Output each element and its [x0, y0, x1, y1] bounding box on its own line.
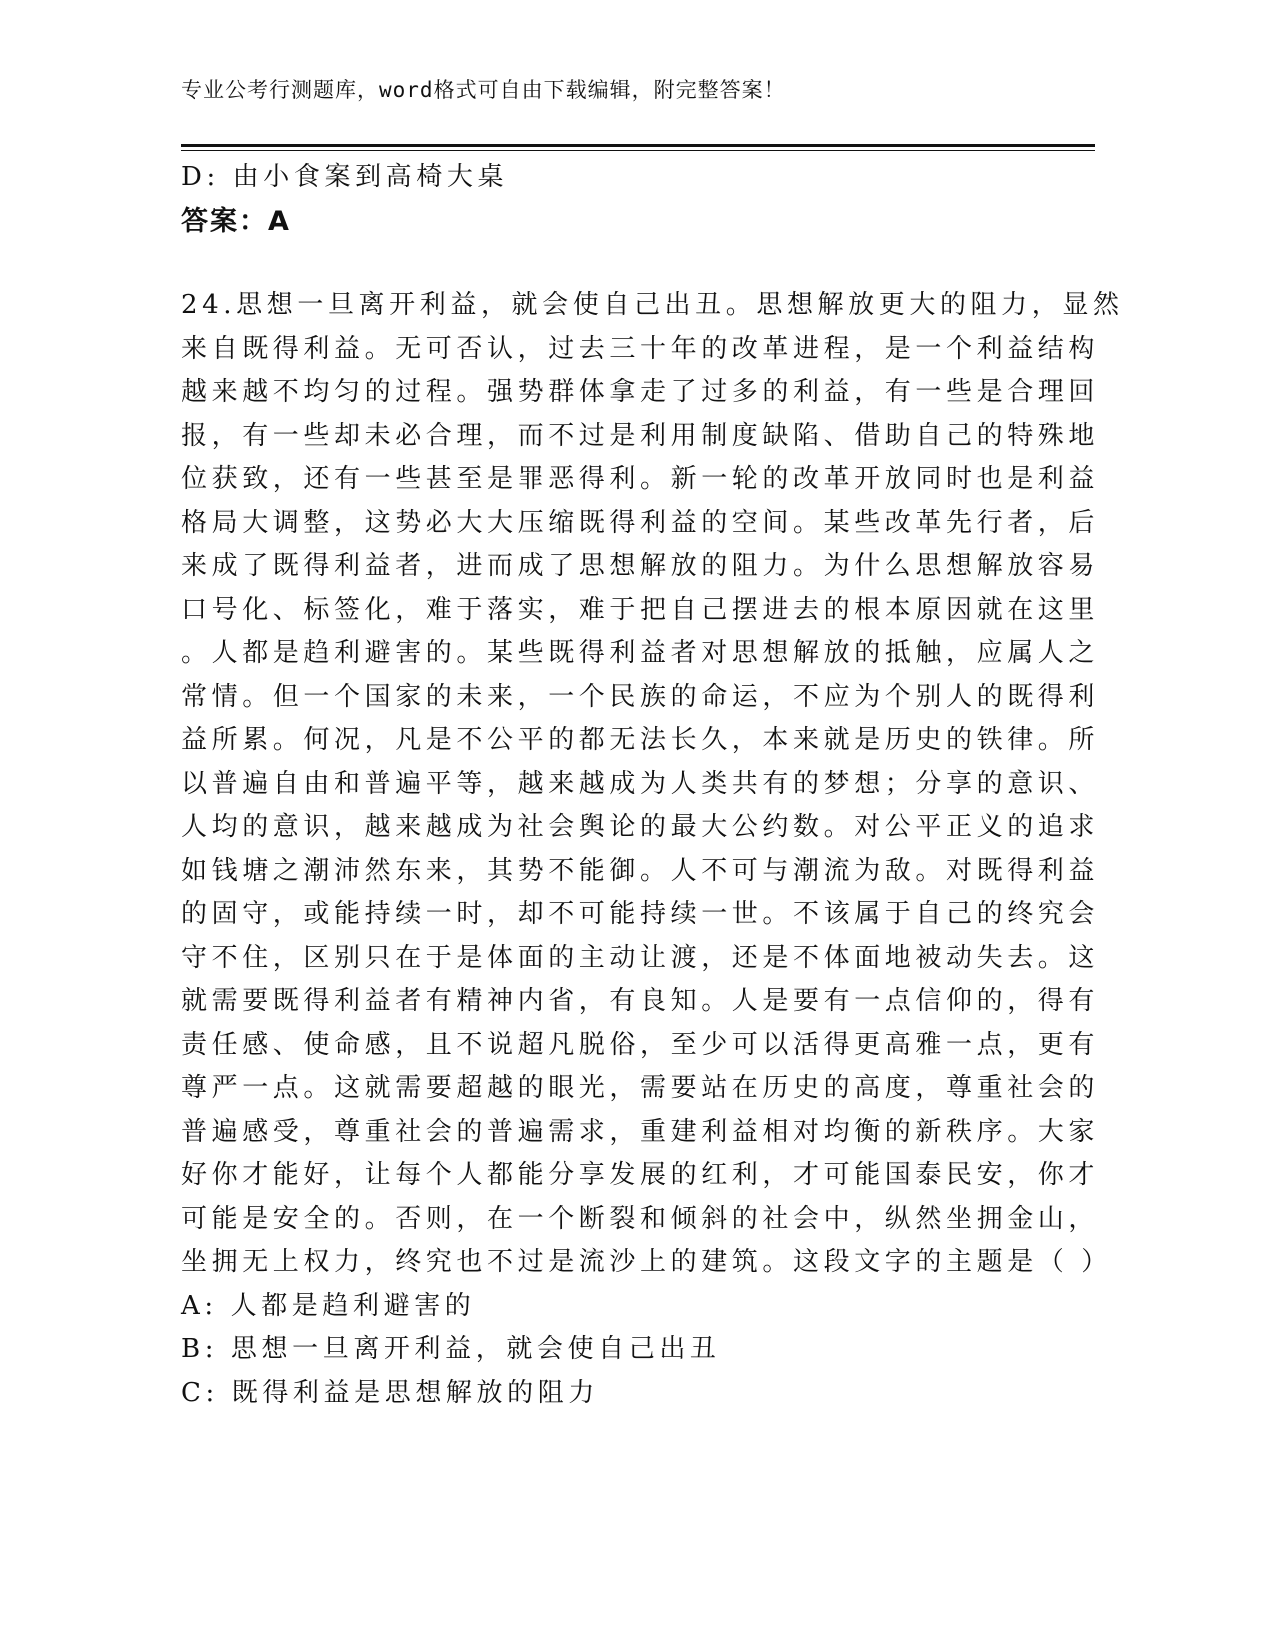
passage-line: 好你才能好，让每个人都能分享发展的红利，才可能国泰民安，你才: [181, 1160, 1100, 1190]
header-note: 专业公考行测题库，word格式可自由下载编辑，附完整答案！: [181, 78, 786, 102]
passage-line: 格局大调整，这势必大大压缩既得利益的空间。某些改革先行者，后: [181, 507, 1100, 538]
option-a: A: 人都是趋利避害的: [181, 1290, 476, 1321]
passage-line: 尊严一点。这就需要超越的眼光，需要站在历史的高度，尊重社会的: [181, 1073, 1100, 1103]
passage-line: 普遍感受，尊重社会的普遍需求，重建利益相对均衡的新秩序。大家: [181, 1116, 1100, 1147]
passage-line: 以普遍自由和普遍平等，越来越成为人类共有的梦想；分享的意识、: [181, 768, 1100, 799]
option-c: C: 既得利益是思想解放的阻力: [181, 1377, 599, 1408]
passage-line: 就需要既得利益者有精神内省，有良知。人是要有一点信仰的，得有: [181, 986, 1100, 1016]
passage-line: 坐拥无上权力，终究也不过是流沙上的建筑。这段文字的主题是（ ）: [181, 1247, 1112, 1277]
passage-line: 可能是安全的。否则，在一个断裂和倾斜的社会中，纵然坐拥金山，: [181, 1203, 1100, 1234]
answer-line: 答案：A: [181, 206, 291, 237]
passage-line: 责任感、使命感，且不说超凡脱俗，至少可以活得更高雅一点，更有: [181, 1029, 1100, 1060]
passage-line: 益所累。何况，凡是不公平的都无法长久，本来就是历史的铁律。所: [181, 725, 1100, 755]
header-rule-thick: [181, 144, 1095, 147]
passage-line: 如钱塘之潮沛然东来，其势不能御。人不可与潮流为敌。对既得利益: [181, 855, 1100, 886]
passage-line: 24.思想一旦离开利益，就会使自己出丑。思想解放更大的阻力，显然: [181, 290, 1124, 320]
passage-line: 的固守，或能持续一时，却不可能持续一世。不该属于自己的终究会: [181, 899, 1100, 929]
option-d-previous: D: 由小食案到高椅大桌: [181, 162, 509, 192]
passage-line: 位获致，还有一些甚至是罪恶得利。新一轮的改革开放同时也是利益: [181, 464, 1100, 494]
passage-line: 口号化、标签化，难于落实，难于把自己摆进去的根本原因就在这里: [181, 594, 1100, 625]
passage-line: 报，有一些却未必合理，而不过是利用制度缺陷、借助自己的特殊地: [181, 420, 1100, 451]
passage-line: 来自既得利益。无可否认，过去三十年的改革进程，是一个利益结构: [181, 333, 1100, 364]
passage-line: 来成了既得利益者，进而成了思想解放的阻力。为什么思想解放容易: [181, 551, 1100, 581]
header-rule-thin: [181, 150, 1095, 151]
passage-line: 越来越不均匀的过程。强势群体拿走了过多的利益，有一些是合理回: [181, 377, 1100, 407]
passage-line: 常情。但一个国家的未来，一个民族的命运，不应为个别人的既得利: [181, 681, 1100, 712]
passage-line: 人均的意识，越来越成为社会舆论的最大公约数。对公平正义的追求: [181, 812, 1100, 842]
passage-line: 守不住，区别只在于是体面的主动让渡，还是不体面地被动失去。这: [181, 942, 1100, 973]
question-24-passage: [181, 284, 1124, 1415]
option-b: B: 思想一旦离开利益，就会使自己出丑: [181, 1334, 721, 1364]
passage-line: 。人都是趋利避害的。某些既得利益者对思想解放的抵触，应属人之: [181, 638, 1100, 668]
